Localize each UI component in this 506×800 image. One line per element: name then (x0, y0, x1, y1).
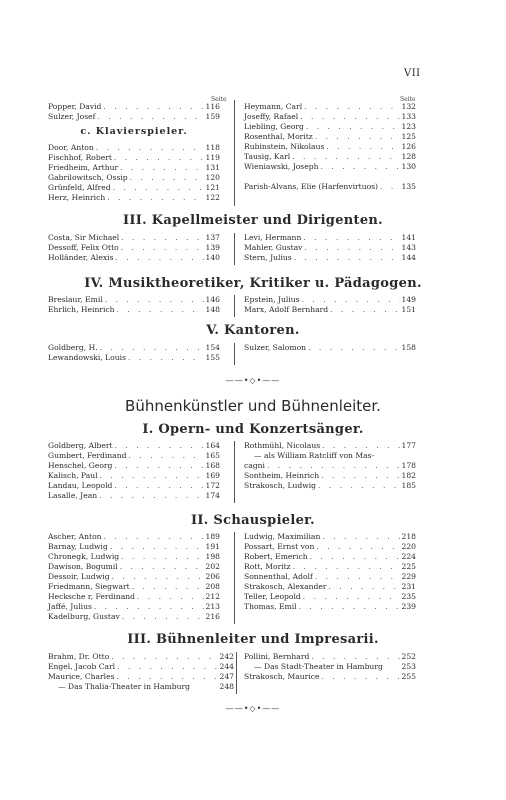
entry-page-number: 252 (401, 652, 416, 661)
entry-page-number: 178 (401, 461, 416, 470)
index-entry (48, 542, 220, 552)
entry-name: Sulzer, Josef (48, 112, 96, 121)
entry-page-number: 253 (401, 662, 416, 671)
leader-dots (112, 572, 204, 582)
leader-dots (329, 582, 400, 592)
entry-page-number: 216 (205, 612, 220, 621)
index-entry (48, 143, 220, 153)
leader-dots (94, 602, 204, 612)
index-entry (244, 471, 416, 481)
index-entry (48, 163, 220, 173)
leader-dots (104, 532, 204, 542)
leader-dots (326, 142, 399, 152)
index-entry (48, 471, 220, 481)
index-entry (244, 532, 416, 542)
entry-name: Rosenthal, Moritz (244, 132, 313, 141)
index-entry (48, 102, 220, 112)
entry-name: Levi, Hermann (244, 233, 302, 242)
entry-name: Liebling, Georg (244, 122, 304, 131)
leader-dots (121, 243, 204, 253)
leader-dots (128, 451, 203, 461)
index-entry (244, 102, 416, 112)
entry-name: Grünfeld, Alfred (48, 183, 111, 192)
entry-page-number: 122 (205, 193, 220, 202)
index-entry (48, 682, 234, 692)
leader-dots (316, 542, 399, 552)
entry-page-number: 225 (401, 562, 416, 571)
entry-page-number: 229 (401, 572, 416, 581)
column-divider (234, 441, 235, 503)
index-entry (48, 233, 220, 243)
leader-dots (105, 295, 204, 305)
entry-page-number: 218 (401, 532, 416, 541)
entry-page-number: 133 (401, 112, 416, 121)
index-entry (244, 132, 416, 142)
index-entry (48, 491, 220, 501)
leader-dots (308, 343, 399, 353)
entry-name: Fischhof, Robert (48, 153, 112, 162)
leader-dots (115, 253, 203, 263)
entry-page-number: 177 (401, 441, 416, 450)
entry-name: Herz, Heinrich (48, 193, 106, 202)
leader-dots (111, 652, 217, 662)
index-entry (244, 481, 416, 491)
top-left-list-b (48, 143, 220, 203)
entry-page-number: 213 (205, 602, 220, 611)
index-entry (244, 572, 416, 582)
entry-page-number: 235 (401, 592, 416, 601)
column-divider (234, 532, 235, 624)
index-entry (48, 353, 220, 363)
leader-dots (320, 162, 399, 172)
index-entry (48, 183, 220, 193)
entry-name: — als William Ratcliff von Mas- (254, 451, 375, 460)
index-entry (244, 441, 416, 451)
index-entry (244, 122, 416, 132)
kantoren-right-list (244, 343, 416, 353)
entry-name: Rott, Moritz (244, 562, 291, 571)
entry-page-number: 212 (205, 592, 220, 601)
leader-dots (303, 592, 400, 602)
entry-name: Wieniawski, Joseph (244, 162, 319, 171)
section-schauspieler-heading: II. Schauspieler. (191, 513, 315, 528)
entry-page-number: 118 (205, 143, 220, 152)
index-entry (48, 112, 220, 122)
index-entry (244, 162, 416, 172)
column-divider (234, 233, 235, 265)
klavierspieler-heading: c. Klavierspieler. (80, 126, 188, 137)
index-entry (48, 582, 220, 592)
entry-name: Goldberg, H. (48, 343, 98, 352)
index-entry (244, 662, 416, 672)
leader-dots (299, 602, 400, 612)
leader-dots (121, 233, 203, 243)
index-entry (48, 562, 220, 572)
index-entry (244, 562, 416, 572)
index-entry (48, 193, 220, 203)
index-entry (48, 552, 220, 562)
musiktheoretiker-right-list (244, 295, 416, 315)
entry-name: Lewandowski, Louis (48, 353, 126, 362)
entry-name: Tausig, Karl (244, 152, 291, 161)
index-entry (48, 592, 220, 602)
leader-dots (267, 461, 400, 471)
entry-page-number: 146 (205, 295, 220, 304)
leader-dots (380, 182, 399, 192)
index-entry (48, 652, 234, 662)
index-entry (48, 295, 220, 305)
entry-name: Landau, Leopold (48, 481, 113, 490)
entry-page-number: 135 (401, 182, 416, 191)
entry-name: Henschel, Georg (48, 461, 113, 470)
leader-dots (322, 441, 399, 451)
entry-page-number: 144 (401, 253, 416, 262)
index-entry (244, 672, 416, 682)
entry-name: Gumbert, Ferdinand (48, 451, 127, 460)
leader-dots (315, 572, 400, 582)
index-entry (48, 602, 220, 612)
index-entry (244, 233, 416, 243)
buehnenleiter-left-list (48, 652, 234, 692)
entry-page-number: 154 (205, 343, 220, 352)
entry-page-number: 140 (205, 253, 220, 262)
leader-dots (137, 592, 204, 602)
index-entry (244, 182, 416, 192)
ornament-divider-bottom: ——•◇•—— (225, 704, 281, 713)
entry-name: Door, Anton (48, 143, 94, 152)
leader-dots (114, 481, 203, 491)
leader-dots (114, 153, 204, 163)
entry-page-number: 239 (401, 602, 416, 611)
index-entry (244, 343, 416, 353)
entry-name: Dawison, Bogumil (48, 562, 118, 571)
leader-dots (322, 532, 399, 542)
leader-dots (310, 552, 400, 562)
leader-dots (117, 662, 217, 672)
entry-name: Breslaur, Emil (48, 295, 103, 304)
index-entry (244, 253, 416, 263)
kantoren-left-list (48, 343, 220, 363)
index-entry (48, 173, 220, 183)
leader-dots (304, 102, 399, 112)
entry-name: Mahler, Gustav (244, 243, 303, 252)
index-entry (244, 592, 416, 602)
index-entry (48, 343, 220, 353)
entry-name: Strakosch, Ludwig (244, 481, 317, 490)
entry-page-number: 231 (401, 582, 416, 591)
leader-dots (130, 173, 204, 183)
entry-name: Parish-Alvans, Elie (Harfenvirtuos) (244, 182, 379, 191)
schauspieler-right-list (244, 532, 416, 612)
entry-page-number: 247 (219, 672, 234, 681)
entry-page-number: 169 (205, 471, 220, 480)
leader-dots (292, 152, 399, 162)
leader-dots (300, 112, 399, 122)
top-right-list (244, 102, 416, 192)
leader-dots (113, 183, 204, 193)
entry-page-number: 116 (205, 102, 220, 111)
seite-label-right: Seite (400, 96, 416, 103)
entry-name: Jaffé, Julius (48, 602, 92, 611)
entry-name: Possart, Ernst von (244, 542, 315, 551)
entry-page-number: 164 (205, 441, 220, 450)
entry-page-number: 202 (205, 562, 220, 571)
entry-name: Friedmann, Siegwart (48, 582, 130, 591)
entry-name: Joseffy, Rafael (244, 112, 299, 121)
musiktheoretiker-left-list (48, 295, 220, 315)
entry-name: Costa, Sir Michael (48, 233, 120, 242)
entry-page-number: 155 (205, 353, 220, 362)
entry-name: Sonnenthal, Adolf (244, 572, 313, 581)
entry-name: Goldberg, Albert (48, 441, 113, 450)
entry-page-number: 123 (401, 122, 416, 131)
leader-dots (117, 305, 204, 315)
kapellmeister-left-list (48, 233, 220, 263)
entry-page-number: 172 (205, 481, 220, 490)
entry-name: Dessoir, Ludwig (48, 572, 110, 581)
leader-dots (315, 132, 400, 142)
seite-label-left: Seite (211, 96, 227, 103)
entry-page-number: 128 (401, 152, 416, 161)
kapellmeister-right-list (244, 233, 416, 263)
leader-dots (97, 112, 203, 122)
buehnenleiter-right-list (244, 652, 416, 682)
index-entry (48, 662, 234, 672)
entry-page-number: 191 (205, 542, 220, 551)
index-entry (244, 172, 416, 182)
entry-page-number: 121 (205, 183, 220, 192)
entry-name: — Das Stadt-Theater in Hamburg (254, 662, 383, 671)
entry-name: Sulzer, Salomon (244, 343, 307, 352)
entry-name: Engel, Jacob Carl (48, 662, 116, 671)
leader-dots (132, 582, 204, 592)
entry-page-number: 182 (401, 471, 416, 480)
leader-dots (96, 143, 204, 153)
entry-page-number: 141 (401, 233, 416, 242)
leader-dots (304, 243, 399, 253)
entry-name: Strakosch, Maurice (244, 672, 320, 681)
entry-name: Hecksche r, Ferdinand (48, 592, 135, 601)
entry-page-number: 224 (401, 552, 416, 561)
index-entry (48, 441, 220, 451)
entry-page-number: 189 (205, 532, 220, 541)
entry-name: Maurice, Charles (48, 672, 115, 681)
entry-name: Ehrlich, Heinrich (48, 305, 115, 314)
section-kantoren-heading: V. Kantoren. (206, 323, 300, 338)
index-entry (48, 572, 220, 582)
leader-dots (294, 253, 400, 263)
leader-dots (115, 441, 204, 451)
index-entry (48, 253, 220, 263)
leader-dots (303, 233, 399, 243)
entry-page-number: 139 (205, 243, 220, 252)
top-left-list-a (48, 102, 220, 122)
leader-dots (321, 471, 399, 481)
index-entry (244, 305, 416, 315)
entry-page-number: 132 (401, 102, 416, 111)
leader-dots (306, 122, 400, 132)
entry-page-number: 165 (205, 451, 220, 460)
entry-name: cagni (244, 461, 265, 470)
entry-page-number: 255 (401, 672, 416, 681)
entry-page-number: 158 (401, 343, 416, 352)
entry-name: Heymann, Carl (244, 102, 303, 111)
entry-name: Ludwig, Maximilian (244, 532, 321, 541)
entry-name: Brahm, Dr. Otto (48, 652, 110, 661)
leader-dots (128, 353, 204, 363)
column-divider (236, 652, 237, 694)
leader-dots (120, 562, 204, 572)
entry-name: Thomas, Emil (244, 602, 297, 611)
index-entry (48, 305, 220, 315)
index-entry (244, 295, 416, 305)
index-entry (244, 112, 416, 122)
section-musiktheoretiker-heading: IV. Musiktheoretiker, Kritiker u. Pädagogen. (84, 276, 422, 291)
entry-name: Stern, Julius (244, 253, 292, 262)
column-divider (234, 295, 235, 317)
entry-page-number: 148 (205, 305, 220, 314)
index-entry (244, 602, 416, 612)
index-entry (48, 461, 220, 471)
index-entry (48, 451, 220, 461)
leader-dots (100, 471, 204, 481)
entry-name: — Das Thalia-Theater in Hamburg (58, 682, 190, 691)
index-entry (244, 142, 416, 152)
index-entry (244, 652, 416, 662)
entry-name: Sontheim, Heinrich (244, 471, 320, 480)
entry-name: Rubinstein, Nikolaus (244, 142, 325, 151)
index-entry (244, 451, 416, 461)
entry-name: Pollini, Bernhard (244, 652, 310, 661)
section-opern-heading: I. Opern- und Konzertsänger. (142, 422, 364, 437)
index-entry (48, 481, 220, 491)
entry-name: Holländer, Alexis (48, 253, 114, 262)
entry-page-number: 151 (401, 305, 416, 314)
entry-name: Ascher, Anton (48, 532, 102, 541)
entry-page-number: 119 (205, 153, 220, 162)
entry-page-number: 149 (401, 295, 416, 304)
section-buehnenleiter-heading: III. Bühnenleiter und Impresarii. (127, 632, 379, 647)
entry-page-number: 137 (205, 233, 220, 242)
leader-dots (121, 552, 203, 562)
entry-name: Strakosch, Alexander (244, 582, 327, 591)
entry-name: Barnay, Ludwig (48, 542, 108, 551)
entry-page-number: 120 (205, 173, 220, 182)
entry-name: Epstein, Julius (244, 295, 300, 304)
index-entry (244, 542, 416, 552)
entry-page-number: 206 (205, 572, 220, 581)
leader-dots (293, 562, 400, 572)
entry-name: Lasalle, Jean (48, 491, 98, 500)
leader-dots (114, 461, 203, 471)
page-number: VII (404, 68, 421, 79)
column-divider (234, 100, 235, 206)
entry-page-number: 198 (205, 552, 220, 561)
leader-dots (122, 612, 204, 622)
opern-right-list (244, 441, 416, 491)
entry-page-number: 126 (401, 142, 416, 151)
entry-name: Rothmühl, Nicolaus (244, 441, 321, 450)
leader-dots (110, 542, 204, 552)
entry-name: Kalisch, Paul (48, 471, 98, 480)
index-entry (48, 612, 220, 622)
index-entry (244, 552, 416, 562)
entry-page-number: 159 (205, 112, 220, 121)
entry-name: Kadelburg, Gustav (48, 612, 120, 621)
ornament-divider: ——•◇•—— (225, 376, 281, 385)
leader-dots (120, 163, 203, 173)
main-heading: Bühnenkünstler und Bühnenleiter. (125, 397, 381, 415)
entry-page-number: 244 (219, 662, 234, 671)
leader-dots (107, 193, 203, 203)
index-entry (48, 532, 220, 542)
section-kapellmeister-heading: III. Kapellmeister und Dirigenten. (123, 213, 383, 228)
index-entry (244, 582, 416, 592)
entry-page-number: 248 (219, 682, 234, 691)
index-entry (48, 243, 220, 253)
entry-name: Gabrilowitsch, Ossip (48, 173, 128, 182)
entry-page-number: 208 (205, 582, 220, 591)
leader-dots (330, 305, 399, 315)
entry-name: Dessoff, Felix Otto (48, 243, 119, 252)
entry-page-number: 131 (205, 163, 220, 172)
leader-dots (321, 672, 399, 682)
entry-page-number: 220 (401, 542, 416, 551)
entry-page-number: 168 (205, 461, 220, 470)
entry-page-number: 242 (219, 652, 234, 661)
column-divider (234, 343, 235, 365)
leader-dots (100, 343, 204, 353)
index-entry (244, 461, 416, 471)
leader-dots (117, 672, 218, 682)
entry-name: Robert, Emerich (244, 552, 308, 561)
index-entry (48, 672, 234, 682)
entry-name: Chronegk, Ludwig (48, 552, 120, 561)
entry-page-number: 125 (401, 132, 416, 141)
entry-name: Teller, Leopold (244, 592, 301, 601)
leader-dots (302, 295, 400, 305)
entry-name: Popper, David (48, 102, 102, 111)
entry-name: Marx, Adolf Bernhard (244, 305, 329, 314)
entry-page-number: 130 (401, 162, 416, 171)
entry-page-number: 174 (205, 491, 220, 500)
leader-dots (99, 491, 203, 501)
entry-name: Friedheim, Arthur (48, 163, 119, 172)
entry-page-number: 143 (401, 243, 416, 252)
entry-page-number: 185 (401, 481, 416, 490)
opern-left-list (48, 441, 220, 501)
leader-dots (318, 481, 399, 491)
leader-dots (103, 102, 203, 112)
leader-dots (311, 652, 399, 662)
index-entry (244, 152, 416, 162)
index-entry (48, 153, 220, 163)
schauspieler-left-list (48, 532, 220, 622)
index-entry (244, 243, 416, 253)
